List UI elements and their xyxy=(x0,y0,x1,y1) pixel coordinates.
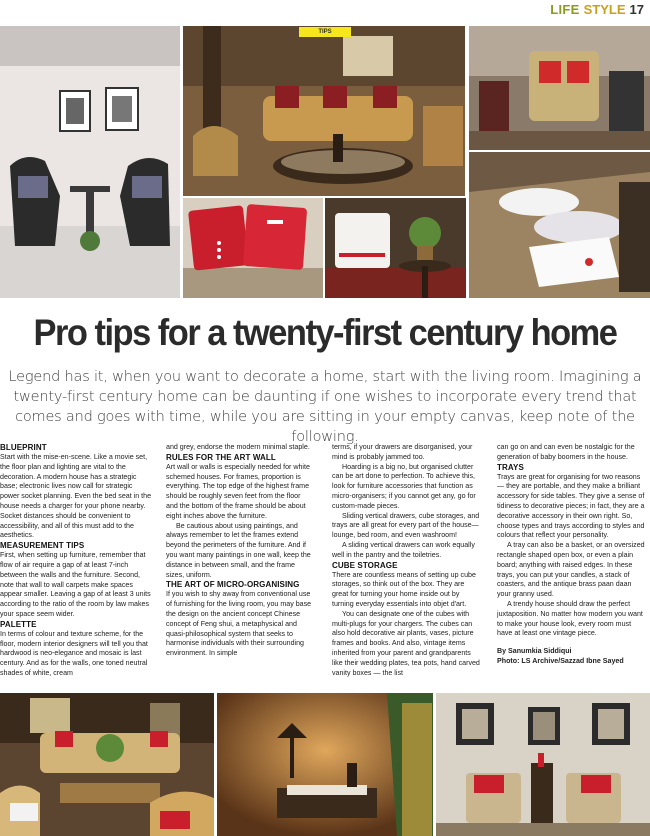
paragraph-cube-cont: can go on and can even be nostalgic for the generation of baby boomers in the house. xyxy=(497,443,635,461)
paragraph-trays-3: A trendy house should draw the perfect juxtaposition. No matter how modern you want to make your house look, every room must have at least one vintage piece. xyxy=(497,599,643,638)
photo-bottom-living-room xyxy=(0,693,214,836)
paragraph-pantry: A sliding vertical drawers can work equally well in the pantry and the toiletries. xyxy=(332,540,475,559)
photo-red-cushions-closeup xyxy=(183,198,323,298)
masthead-style: STYLE xyxy=(583,1,626,17)
paragraph-trays-2: A tray can also be a basket, or an oversized rectangle shaped open box, or even a plain board; anything with raised edges. In these trays, you can put your candles, a stack of coasters, and the antique brass paan daan your granny used. xyxy=(497,541,645,599)
paragraph-micro-cont: terms, if your drawers are disorganised, your mind is probably jammed too. xyxy=(332,443,473,461)
heading-trays: TRAYS xyxy=(497,462,524,472)
section-tag: TIPS xyxy=(299,27,351,37)
heading-palette: PALETTE xyxy=(0,619,37,629)
paragraph-art-wall-1: Art wall or walls is especially needed for white schemed houses. For frames, proportion is everything. The top edge of the highest frame should be roughly seven feet from the floor and the bottom of the frame should be about eight inches above the furniture. xyxy=(166,462,310,520)
photo-white-cushion-plant xyxy=(325,198,466,298)
photo-living-room-sofa xyxy=(183,26,465,196)
column-2 xyxy=(166,443,314,659)
heading-cube-storage: CUBE STORAGE xyxy=(332,560,398,570)
heading-measurement-tips: MEASUREMENT TIPS xyxy=(0,541,85,551)
column-4 xyxy=(497,443,647,667)
paragraph-palette-cont: and grey, endorse the modern minimal staple. xyxy=(166,443,310,451)
photo-credit: Photo: LS Archive/Sazzad Ibne Sayed xyxy=(497,656,624,665)
heading-blueprint: BLUEPRINT xyxy=(0,443,47,452)
paragraph-cube-storage-2: You can designate one of the cubes with multi-plugs for your chargers. The cubes can also hold decorative air plants, vases, picture frames and books. And also, vintage items inherited from your parent and grandparents like their wedding plates, tea pots, hand carved vanity boxes — the list xyxy=(332,609,480,677)
paragraph-micro-organising: If you wish to shy away from conventional use of furnishing for the living room, you may base the design on the ancient concept Chinese concept of Feng shui, a metaphysical and quasi-philosophical system that seeks to harmonise individuals with their surrounding environment. In simple xyxy=(166,590,312,658)
paragraph-palette: In terms of colour and texture scheme, for the floor, modern interior designers will tell you that hardwood is neo-elegance and mosaic is last century. And as for the walls, one toned neutral shades of white, cream xyxy=(0,629,148,677)
paragraph-hoarding: Hoarding is a big no, but organised clutter can be art done to perfection. To achieve this, look for furniture accessories that function as micro-organisers; if you cannot get any, go for custom-made pieces. xyxy=(332,462,476,510)
paragraph-cube-storage-1: There are countless means of setting up cube storages, so think out of the box. They are great for turning your home inside out by turning everyday essentials into objet d'art. xyxy=(332,570,476,608)
paragraph-measurement: First, when setting up furniture, remember that flow of air require a gap of at least 7-inch between the walls and the furniture. Second, note that wall to wall carpets make spaces appear smaller. Leaving a gap of at least 3 units according to the ratio of the room by law makes your space seem wider. xyxy=(0,551,151,618)
paragraph-blueprint: Start with the mise-en-scene. Like a movie set, the floor plan and lighting are vital to the decoration. A modern house has a strategic base; electronic lives now call for strategic power socket planning. Even the bed seat in the house needs a charger for your phone nearby. Socket distances should be convenient to accessibility, and all of this must add to the aesthetics. xyxy=(0,453,152,540)
photo-bottom-lamp-bed xyxy=(217,693,433,836)
heading-art-wall: RULES FOR THE ART WALL xyxy=(166,452,276,462)
column-1 xyxy=(0,443,152,679)
masthead xyxy=(550,1,644,17)
article-headline: Pro tips for a twenty-first century home xyxy=(33,312,617,353)
photo-white-lounge-chairs xyxy=(0,26,180,298)
photo-bottom-armchairs xyxy=(436,693,650,836)
author-byline: By Sanumkia Siddiqui xyxy=(497,647,572,656)
paragraph-trays-1: Trays are great for organising for two reasons — they are portable, and they make a brilliant accessory for side tables. They give a sense of tidiness to decorative pieces; in fact, they are a decorative accessory in their own right. So, choose types and trays according to styles and colours that reflect your personality. xyxy=(497,472,645,540)
column-3 xyxy=(332,443,482,678)
masthead-life: LIFE xyxy=(550,1,580,17)
photo-white-cushions-daybed xyxy=(469,152,650,298)
article-intro: Legend has it, when you want to decorate a home, start with the living room. Imagining a twenty-first century home can be daunting if one wishes to incorporate every trend that comes and goes with time, while you are sitting in your empty canvas, keep note of the following. xyxy=(8,369,642,445)
paragraph-art-wall-2: Be cautious about using paintings, and always remember to let the frames extend beyond the perimeters of the furniture. And if you want many paintings in one wall, keep the distance in between small, and the frame sizes, uniform. xyxy=(166,521,311,579)
heading-micro-organising: THE ART OF MICRO-ORGANISING xyxy=(166,580,300,590)
paragraph-sliding-drawers: Sliding vertical drawers, cube storages, and trays are all great for every part of the house—lounge, bed room, and even washroom! xyxy=(332,511,480,540)
page-number: 17 xyxy=(629,1,644,17)
photo-red-cushion-chairs xyxy=(469,26,650,150)
